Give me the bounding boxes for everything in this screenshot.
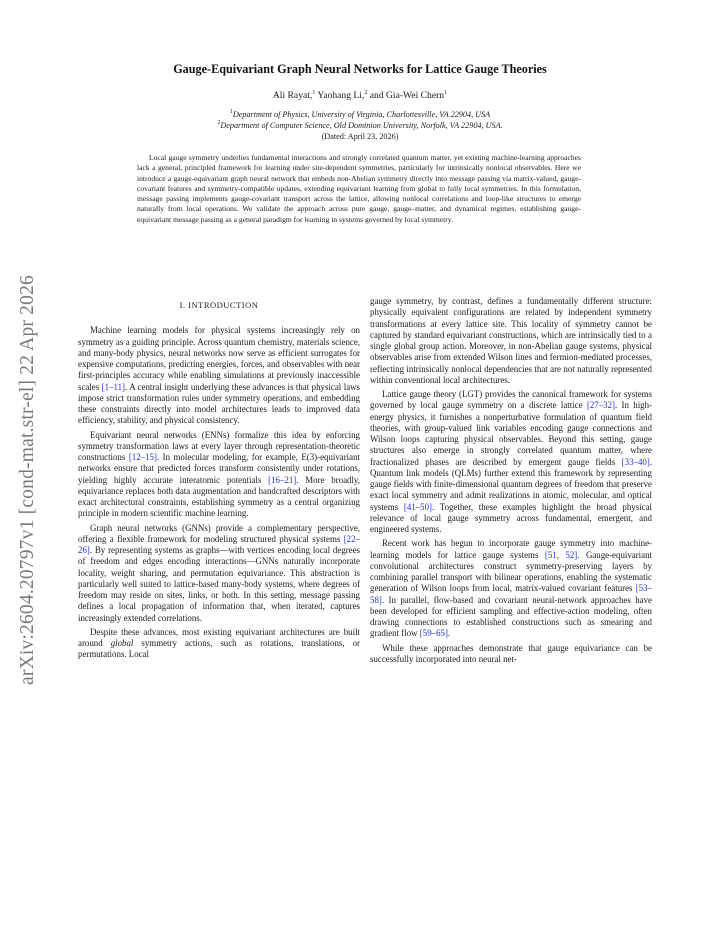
intro-paragraph-7: While these approaches demonstrate that gauge equivariance can be successfully incorporated into neural net-: [370, 642, 652, 664]
citation-link[interactable]: [12–15]: [128, 452, 157, 462]
paper-title: Gauge-Equivariant Graph Neural Networks for Lattice Gauge Theories: [173, 62, 547, 76]
intro-paragraph-1: [78, 325, 360, 426]
right-column: [370, 296, 652, 668]
author-list: [60, 90, 660, 101]
arxiv-identifier-text: arXiv:2604.20797v1 [cond-mat.str-el] 22 Apr 2026: [17, 275, 38, 685]
intro-paragraph-4-continued: gauge symmetry, by contrast, defines a fundamentally different structure: physically equivalent configurations are related by independent symmetry transformations at every lattice site. This locality of symmetry cannot be captured by standard equivariant constructions, which are intrinsically tied to a single global group action. Moreover, in non-Abelian gauge systems, physical observables arise from extended Wilson lines and fermion-mediated processes, reflecting intrinsically nonlocal dependencies that are not naturally represented within conventional local architectures.: [370, 296, 652, 385]
author-2: Yaohang Li,: [315, 90, 365, 101]
paragraph-text: . In molecular modeling, for example, E(3)-equivariant networks ensure that predicted forces transform consistently under rotations, yielding highly accurate interatomic potentials: [78, 452, 360, 485]
paragraph-text: Equivariant neural networks (ENNs) formalize this idea by enforcing symmetry transformation laws at every layer through representation-theoretic constructions: [78, 429, 360, 462]
paragraph-text: Recent work has begun to incorporate gauge symmetry into machine-learning models for lattice gauge systems: [370, 538, 652, 560]
citation-link[interactable]: [59–65]: [419, 628, 448, 639]
left-column: [78, 296, 360, 664]
affiliation-2-number: 2: [217, 120, 221, 126]
abstract: Local gauge symmetry underlies fundamental interactions and strongly correlated quantum matter, yet existing machine-learning approaches lack a general, principled framework for learning under site-dependent symmetries, particularly for intrinsically nonlocal observables. Here we introduce a gauge-equivariant graph neural network that embeds non-Abelian symmetry directly into message passing via matrix-valued, gauge-covariant features and symmetry-compatible updates, extending equivariant learning from global to fully local symmetries. In this formulation, message passing implements gauge-covariant transport across the lattice, allowing nonlocal correlations and loop-like structures to emerge naturally from local operations. We validate the approach across pure gauge, gauge–matter, and dynamical regimes, establishing gauge-equivariant message passing as a general paradigm for learning in systems governed by local symmetry.: [137, 153, 581, 224]
intro-paragraph-4: [78, 627, 360, 661]
author-1-affil: 1: [312, 90, 316, 96]
affiliation-2: [60, 121, 660, 130]
paragraph-text: .: [447, 628, 451, 639]
paragraph-text: Despite these advances, most existing equivariant architectures are built around: [78, 626, 360, 648]
paragraph-text: . More broadly, equivariance replaces both data augmentation and handcrafted descriptors with exact architectural constraints, establishing symmetry as a central organizing principle in modern scientific machine learning.: [78, 474, 360, 519]
paragraph-text: . In parallel, flow-based and covariant neural-network approaches have been developed for efficient sampling and effective-action modeling, often drawing connections to established constructions such as smearing and gradient flow: [370, 594, 652, 639]
arxiv-identifier-stamp: [4, 270, 52, 690]
paragraph-text: . In high-energy physics, it furnishes a nonperturbative formulation of quantum field theories, with group-valued link variables encoding gauge connections and Wilson loops capturing physical observables. Beyond this setting, gauge structures also emerge in strongly correlated quantum matter, where fractionalized phases are described by emergent gauge fields: [370, 400, 652, 467]
citation-link[interactable]: [51, 52]: [544, 549, 578, 560]
citation-link[interactable]: [22–26]: [78, 533, 360, 555]
author-1: Ali Rayat,: [272, 90, 313, 101]
paragraph-text: symmetry actions, such as rotations, translations, or permutations. Local: [78, 638, 360, 660]
author-2-affil: 2: [364, 90, 368, 96]
citation-link[interactable]: [41–50]: [403, 501, 432, 512]
affiliation-1: [60, 110, 660, 119]
citation-link[interactable]: [16–21]: [268, 474, 297, 485]
citation-link[interactable]: [27–32]: [586, 400, 615, 411]
paragraph-text: Graph neural networks (GNNs) provide a complementary perspective, offering a flexible framework for modeling structured physical systems: [78, 522, 360, 544]
paragraph-text: . Gauge-equivariant convolutional architectures construct symmetry-preserving layers by combining parallel transport with bilinear operations, enabling the systematic generation of Wilson loops from local, matrix-valued covariant features: [370, 549, 652, 594]
paragraph-text: . A central insight underlying these advances is that physical laws impose strict transformation rules under symmetry operations, and embedding these constraints directly into model architectures leads to improved data efficiency, stability, and physical consistency.: [78, 381, 360, 426]
citation-link[interactable]: [33–40]: [621, 456, 650, 467]
paragraph-text: . By representing systems as graphs—with vertices encoding local degrees of freedom and edges encoding interactions—GNNs naturally incorporate locality, weight sharing, and permutation equivariance. This abstraction is particularly well suited to lattice-based many-body systems, where degrees of freedom may reside on sites, links, or both. In this setting, message passing defines a local propagation of information that, when iterated, captures increasingly extended correlations.: [78, 545, 360, 623]
intro-paragraph-3: [78, 523, 360, 624]
intro-paragraph-2: [78, 430, 360, 520]
paragraph-text: . Together, these examples highlight the broad physical relevance of local gauge symmetry across fundamental, emergent, and engineered systems.: [370, 501, 652, 534]
affiliation-2-text: Department of Computer Science, Old Dominion University, Norfolk, VA 22904, USA.: [220, 121, 503, 130]
intro-paragraph-6: [370, 538, 652, 639]
paragraph-text: Lattice gauge theory (LGT) provides the canonical framework for systems governed by local gauge symmetry on a discrete lattice: [370, 389, 652, 411]
emphasis-text: global: [110, 638, 134, 648]
author-3-affil: 1: [444, 90, 448, 96]
date-line: (Dated: April 23, 2026): [321, 132, 399, 141]
paragraph-text: Machine learning models for physical systems increasingly rely on symmetry as a guiding principle. Across quantum chemistry, materials science, and many-body physics, neural networks now serve as efficient surrogates for expensive computations, predicting energies, forces, and observables with near first-principles accuracy while enabling simulations at previously inaccessible scales: [78, 325, 360, 392]
author-3: and Gia-Wei Chern: [367, 90, 445, 101]
affiliation-1-number: 1: [229, 109, 233, 115]
citation-link[interactable]: [1–11]: [101, 381, 126, 392]
paragraph-text: . Quantum link models (QLMs) further extend this framework by representing gauge fields with finite-dimensional quantum degrees of freedom that preserve exact local symmetry and admit realizations in atomic, molecular, and optical systems: [370, 456, 652, 512]
citation-link[interactable]: [53–58]: [370, 583, 652, 605]
affiliation-1-text: Department of Physics, University of Virginia, Charlottesville, VA 22904, USA: [232, 110, 491, 119]
section-heading-introduction: I. INTRODUCTION: [179, 300, 259, 310]
intro-paragraph-5: [370, 389, 652, 535]
